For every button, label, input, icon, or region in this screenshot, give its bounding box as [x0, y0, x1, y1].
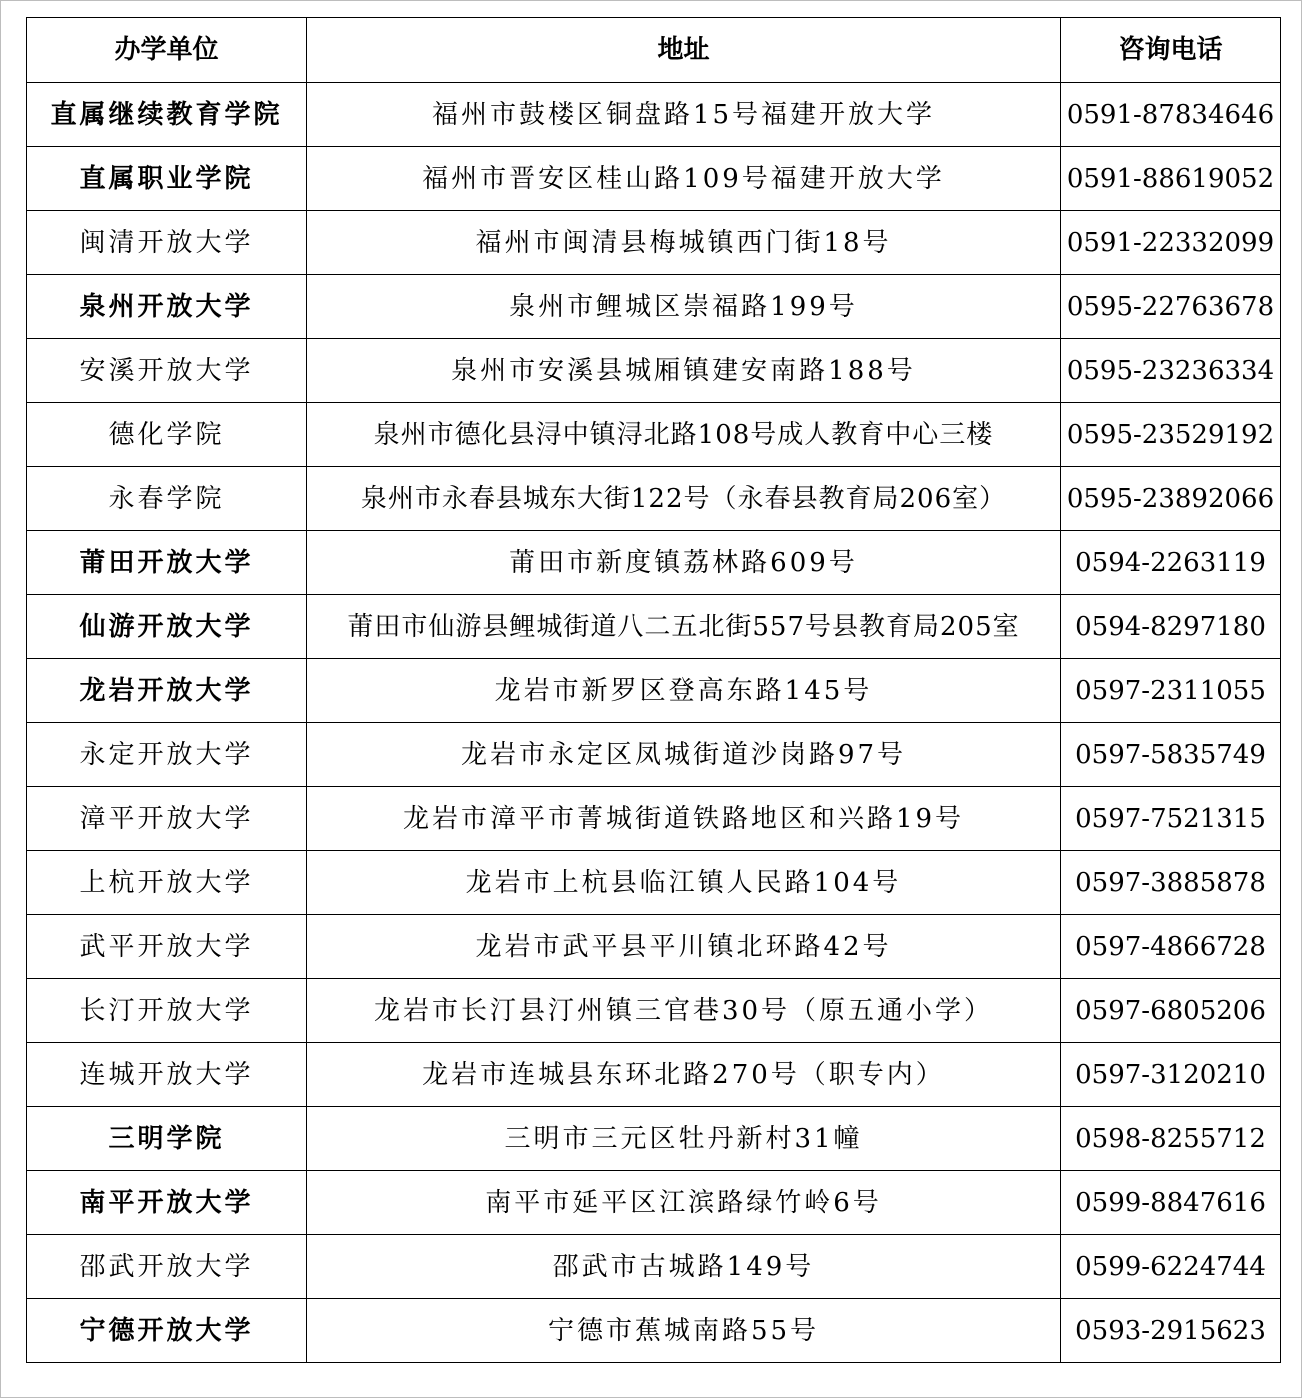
table-row	[27, 1299, 1281, 1363]
table-header-row	[27, 18, 1281, 83]
cell-address: 泉州市德化县浔中镇浔北路108号成人教育中心三楼	[307, 403, 1061, 467]
table-row	[27, 595, 1281, 659]
cell-unit: 漳平开放大学	[27, 787, 307, 851]
cell-address: 三明市三元区牡丹新村31幢	[307, 1107, 1061, 1171]
cell-phone: 0593-2915623	[1061, 1299, 1281, 1363]
cell-address: 泉州市永春县城东大街122号（永春县教育局206室）	[307, 467, 1061, 531]
cell-phone: 0599-8847616	[1061, 1171, 1281, 1235]
table-row	[27, 659, 1281, 723]
cell-unit: 仙游开放大学	[27, 595, 307, 659]
cell-phone: 0591-22332099	[1061, 211, 1281, 275]
cell-address: 莆田市仙游县鲤城街道八二五北街557号县教育局205室	[307, 595, 1061, 659]
table-row	[27, 915, 1281, 979]
cell-phone: 0594-8297180	[1061, 595, 1281, 659]
table-row	[27, 787, 1281, 851]
table-row	[27, 467, 1281, 531]
cell-address: 泉州市鲤城区崇福路199号	[307, 275, 1061, 339]
cell-phone: 0595-22763678	[1061, 275, 1281, 339]
cell-phone: 0594-2263119	[1061, 531, 1281, 595]
cell-unit: 宁德开放大学	[27, 1299, 307, 1363]
table-row	[27, 1107, 1281, 1171]
cell-unit: 龙岩开放大学	[27, 659, 307, 723]
cell-address: 泉州市安溪县城厢镇建安南路188号	[307, 339, 1061, 403]
cell-address: 龙岩市连城县东环北路270号（职专内）	[307, 1043, 1061, 1107]
cell-phone: 0597-2311055	[1061, 659, 1281, 723]
cell-unit: 莆田开放大学	[27, 531, 307, 595]
cell-phone: 0597-5835749	[1061, 723, 1281, 787]
header-address: 地址	[307, 18, 1061, 83]
cell-unit: 永春学院	[27, 467, 307, 531]
table-row	[27, 275, 1281, 339]
cell-phone: 0597-4866728	[1061, 915, 1281, 979]
cell-unit: 直属继续教育学院	[27, 83, 307, 147]
cell-unit: 闽清开放大学	[27, 211, 307, 275]
cell-phone: 0599-6224744	[1061, 1235, 1281, 1299]
cell-unit: 上杭开放大学	[27, 851, 307, 915]
cell-address: 龙岩市上杭县临江镇人民路104号	[307, 851, 1061, 915]
cell-unit: 连城开放大学	[27, 1043, 307, 1107]
cell-unit: 德化学院	[27, 403, 307, 467]
cell-unit: 永定开放大学	[27, 723, 307, 787]
header-unit: 办学单位	[27, 18, 307, 83]
cell-unit: 三明学院	[27, 1107, 307, 1171]
cell-phone: 0591-88619052	[1061, 147, 1281, 211]
cell-phone: 0595-23529192	[1061, 403, 1281, 467]
table-row	[27, 1235, 1281, 1299]
cell-address: 福州市闽清县梅城镇西门街18号	[307, 211, 1061, 275]
cell-address: 莆田市新度镇荔林路609号	[307, 531, 1061, 595]
table-row	[27, 83, 1281, 147]
cell-address: 南平市延平区江滨路绿竹岭6号	[307, 1171, 1061, 1235]
cell-unit: 直属职业学院	[27, 147, 307, 211]
cell-phone: 0597-7521315	[1061, 787, 1281, 851]
table-row	[27, 211, 1281, 275]
cell-unit: 安溪开放大学	[27, 339, 307, 403]
cell-phone: 0597-3120210	[1061, 1043, 1281, 1107]
cell-address: 福州市晋安区桂山路109号福建开放大学	[307, 147, 1061, 211]
table-row	[27, 147, 1281, 211]
cell-phone: 0597-3885878	[1061, 851, 1281, 915]
cell-address: 龙岩市永定区凤城街道沙岗路97号	[307, 723, 1061, 787]
cell-phone: 0597-6805206	[1061, 979, 1281, 1043]
cell-unit: 邵武开放大学	[27, 1235, 307, 1299]
cell-unit: 武平开放大学	[27, 915, 307, 979]
cell-address: 福州市鼓楼区铜盘路15号福建开放大学	[307, 83, 1061, 147]
table-row	[27, 531, 1281, 595]
header-phone: 咨询电话	[1061, 18, 1281, 83]
table-row	[27, 979, 1281, 1043]
cell-address: 龙岩市漳平市菁城街道铁路地区和兴路19号	[307, 787, 1061, 851]
table-row	[27, 403, 1281, 467]
table-row	[27, 851, 1281, 915]
cell-address: 邵武市古城路149号	[307, 1235, 1061, 1299]
cell-unit: 泉州开放大学	[27, 275, 307, 339]
cell-phone: 0598-8255712	[1061, 1107, 1281, 1171]
cell-phone: 0591-87834646	[1061, 83, 1281, 147]
cell-unit: 南平开放大学	[27, 1171, 307, 1235]
cell-address: 龙岩市长汀县汀州镇三官巷30号（原五通小学）	[307, 979, 1061, 1043]
table-row	[27, 339, 1281, 403]
cell-address: 龙岩市武平县平川镇北环路42号	[307, 915, 1061, 979]
cell-address: 龙岩市新罗区登高东路145号	[307, 659, 1061, 723]
cell-phone: 0595-23236334	[1061, 339, 1281, 403]
cell-phone: 0595-23892066	[1061, 467, 1281, 531]
cell-address: 宁德市蕉城南路55号	[307, 1299, 1061, 1363]
table-row	[27, 723, 1281, 787]
table-row	[27, 1043, 1281, 1107]
contact-table	[26, 17, 1281, 1363]
table-body	[27, 83, 1281, 1363]
table-row	[27, 1171, 1281, 1235]
cell-unit: 长汀开放大学	[27, 979, 307, 1043]
